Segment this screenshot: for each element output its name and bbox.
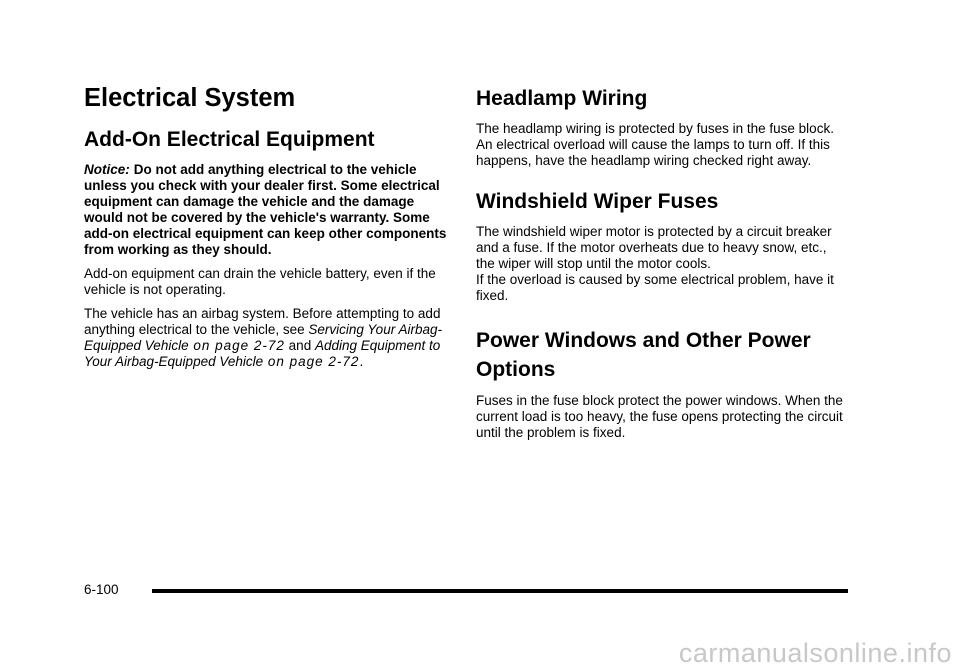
para2-mid: and bbox=[284, 338, 315, 353]
para2-end: . bbox=[359, 354, 364, 369]
wiper-paragraph bbox=[476, 224, 848, 304]
section-heading-addon: Add-On Electrical Equipment bbox=[84, 128, 375, 151]
page-number: 6-100 bbox=[84, 582, 119, 597]
notice-paragraph bbox=[84, 162, 456, 258]
xref-adding-equipment-page[interactable]: on page 2-72 bbox=[263, 354, 360, 369]
wiper-text-1: The windshield wiper motor is protected by a circuit breaker and a fuse. If the motor overheats due to heavy snow, etc., the wiper will stop until the motor cools. bbox=[476, 224, 832, 271]
footer-rule bbox=[152, 589, 848, 593]
notice-label: Notice: bbox=[84, 162, 130, 177]
addon-paragraph-1: Add-on equipment can drain the vehicle battery, even if the vehicle is not operating. bbox=[84, 266, 436, 297]
section-heading-power: Power Windows and Other Power Options bbox=[476, 329, 811, 381]
section-heading-wiper: Windshield Wiper Fuses bbox=[476, 190, 719, 213]
para2-start: The vehicle has an airbag system. Before attempting to add anything electrical to the vehicle, see bbox=[84, 306, 441, 337]
addon-paragraph-2 bbox=[84, 306, 456, 370]
chapter-title: Electrical System bbox=[84, 84, 296, 112]
left-column bbox=[84, 82, 456, 378]
xref-servicing-airbag[interactable]: Servicing Your Airbag-Equipped Vehicle bbox=[84, 322, 442, 353]
xref-servicing-airbag-page[interactable]: on page 2-72 bbox=[188, 338, 285, 353]
right-column bbox=[476, 82, 848, 449]
section-heading-headlamp: Headlamp Wiring bbox=[476, 87, 648, 110]
power-paragraph: Fuses in the fuse block protect the power windows. When the current load is too heavy, the fuse opens protecting the circuit until the problem is fixed. bbox=[476, 393, 843, 440]
watermark: carmanualsonline.info bbox=[678, 638, 952, 668]
notice-text: Do not add anything electrical to the vehicle unless you check with your dealer first. Some electrical equipment can damage the vehicle and the damage would not be covered by the vehicle's warranty. Some add-on electrical equipment can keep other components from working as they should. bbox=[84, 162, 447, 257]
xref-adding-equipment[interactable]: Adding Equipment to Your Airbag-Equipped Vehicle bbox=[84, 338, 441, 369]
wiper-text-2: If the overload is caused by some electrical problem, have it fixed. bbox=[476, 272, 834, 303]
headlamp-paragraph: The headlamp wiring is protected by fuses in the fuse block. An electrical overload will cause the lamps to turn off. If this happens, have the headlamp wiring checked right away. bbox=[476, 121, 834, 168]
